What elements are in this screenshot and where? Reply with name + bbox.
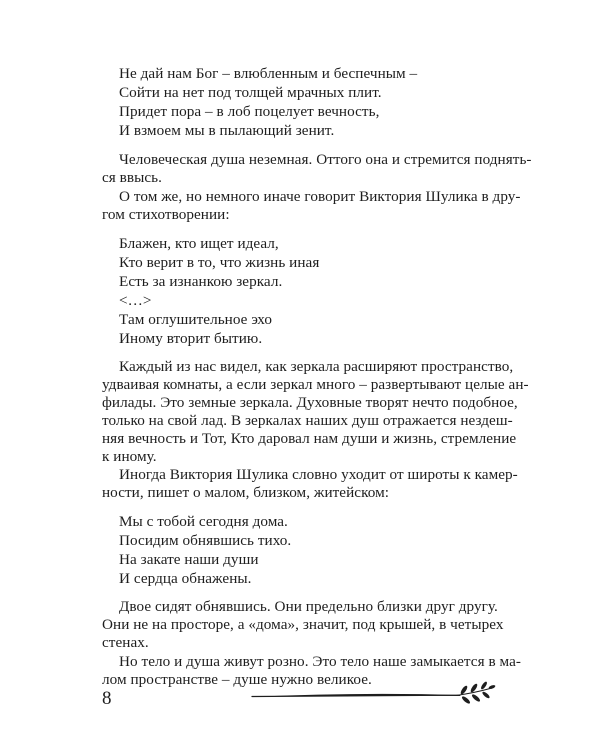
verse-line: И взмоем мы в пылающий зенит.	[119, 122, 335, 139]
prose-line: О том же, но немного иначе говорит Виктория Шулика в дру-	[119, 188, 521, 205]
verse-line: Не дай нам Бог – влюбленным и беспечным –	[119, 65, 418, 82]
prose-line: только на свой лад. В зеркалах наших душ отражается нездеш-	[102, 412, 513, 429]
sprig-leaf	[481, 691, 490, 700]
prose-line: к иному.	[102, 448, 157, 465]
prose-line: Они не на просторе, а «дома», значит, под крышей, в четырех	[102, 616, 504, 633]
verse-line: Там оглушительное эхо	[119, 311, 273, 328]
prose-line: лом пространстве – душе нужно великое.	[102, 671, 372, 688]
prose-line: няя вечность и Тот, Кто даровал нам души и жизнь, стремление	[102, 430, 517, 447]
prose-line: Двое сидят обнявшись. Они предельно близки друг другу.	[119, 598, 498, 615]
sprig-leaf	[480, 681, 488, 690]
verse-line: Блажен, кто ищет идеал,	[119, 235, 279, 252]
verse-line: На закате наши души	[119, 551, 259, 568]
sprig-leaf	[461, 695, 471, 704]
prose-line: Но тело и душа живут розно. Это тело наше замыкается в ма-	[119, 653, 521, 670]
prose-line: гом стихотворении:	[102, 206, 230, 223]
ornament-rule-center	[252, 695, 460, 696]
prose-line: Каждый из нас видел, как зеркала расширяют пространство,	[119, 358, 514, 375]
prose-line: Человеческая душа неземная. Оттого она и стремится поднять-	[119, 151, 532, 168]
verse-line: И сердца обнажены.	[119, 570, 252, 587]
verse-line: Придет пора – в лоб поцелует вечность,	[119, 103, 380, 120]
prose-line: Иногда Виктория Шулика словно уходит от широты к камер-	[119, 466, 518, 483]
verse-line: Сойти на нет под толщей мрачных плит.	[119, 84, 382, 101]
prose-line: ся ввысь.	[102, 169, 162, 186]
prose-line: филады. Это земные зеркала. Духовные творят нечто подобное,	[102, 394, 518, 411]
prose-line: стенах.	[102, 634, 149, 651]
sprig-leaf	[471, 693, 481, 702]
verse-line: Есть за изнанкою зеркал.	[119, 273, 283, 290]
leaf-sprig-icon	[248, 680, 496, 710]
prose-line: ности, пишет о малом, близком, житейском:	[102, 484, 390, 501]
page-number: 8	[102, 688, 112, 709]
verse-line: Посидим обнявшись тихо.	[119, 532, 292, 549]
verse-line: Иному вторит бытию.	[119, 330, 263, 347]
verse-line: Кто верит в то, что жизнь иная	[119, 254, 320, 271]
verse-line: <…>	[119, 292, 152, 309]
verse-line: Мы с тобой сегодня дома.	[119, 513, 288, 530]
prose-line: удваивая комнаты, а если зеркал много – развертывают целые ан-	[102, 376, 529, 393]
